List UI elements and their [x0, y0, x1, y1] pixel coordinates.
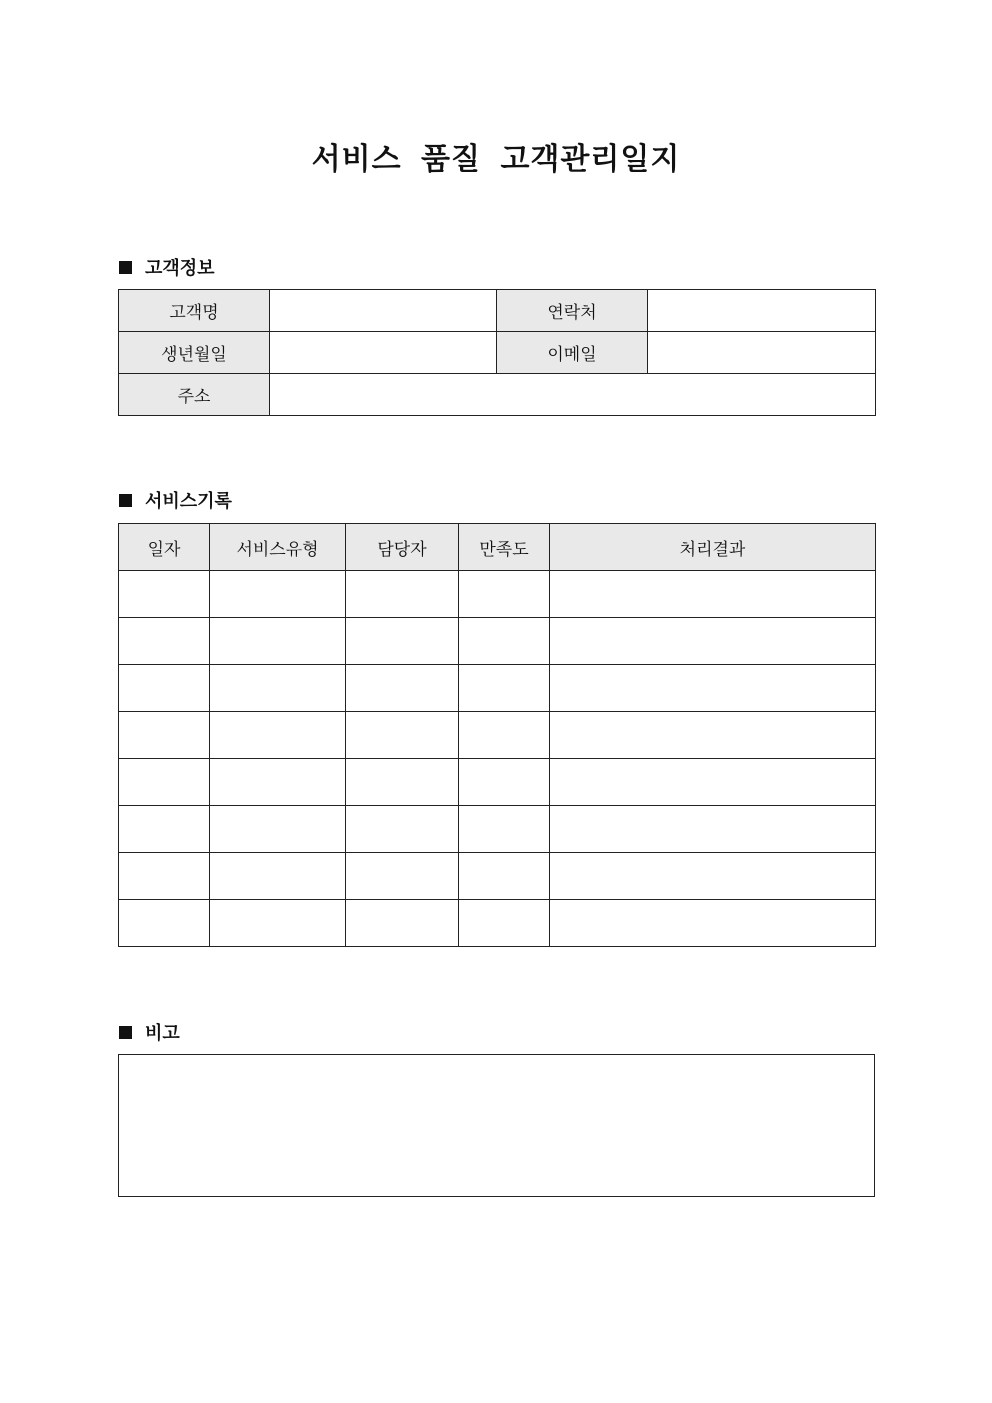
staff-cell[interactable]: [346, 900, 459, 947]
result-cell[interactable]: [550, 759, 876, 806]
address-label: 주소: [119, 374, 270, 416]
satisfaction-cell[interactable]: [459, 571, 550, 618]
customer-row-address: [119, 374, 876, 416]
staff-cell[interactable]: [346, 759, 459, 806]
staff-cell[interactable]: [346, 665, 459, 712]
date-cell[interactable]: [119, 806, 210, 853]
result-cell[interactable]: [550, 806, 876, 853]
column-header-satisfaction: 만족도: [459, 524, 550, 571]
service-record-table: [118, 523, 876, 947]
satisfaction-cell[interactable]: [459, 853, 550, 900]
date-cell[interactable]: [119, 571, 210, 618]
document-title: 서비스 품질 고객관리일지: [311, 142, 681, 177]
remarks-box[interactable]: [118, 1054, 875, 1197]
staff-cell[interactable]: [346, 712, 459, 759]
result-cell[interactable]: [550, 712, 876, 759]
staff-cell[interactable]: [346, 571, 459, 618]
service-type-cell[interactable]: [210, 571, 346, 618]
table-row: [119, 853, 876, 900]
satisfaction-cell[interactable]: [459, 618, 550, 665]
date-cell[interactable]: [119, 900, 210, 947]
satisfaction-cell[interactable]: [459, 900, 550, 947]
result-cell[interactable]: [550, 618, 876, 665]
result-cell[interactable]: [550, 665, 876, 712]
result-cell[interactable]: [550, 853, 876, 900]
table-row: [119, 571, 876, 618]
email-label: 이메일: [497, 332, 648, 374]
square-bullet-icon: [119, 494, 132, 507]
address-field[interactable]: [270, 374, 876, 416]
service-type-cell[interactable]: [210, 712, 346, 759]
table-row: [119, 806, 876, 853]
square-bullet-icon: [119, 261, 132, 274]
customer-name-label: 고객명: [119, 290, 270, 332]
satisfaction-cell[interactable]: [459, 665, 550, 712]
customer-row-name-contact: [119, 290, 876, 332]
service-type-cell[interactable]: [210, 900, 346, 947]
contact-label: 연락처: [497, 290, 648, 332]
staff-cell[interactable]: [346, 618, 459, 665]
column-header-result: 처리결과: [550, 524, 876, 571]
satisfaction-cell[interactable]: [459, 712, 550, 759]
date-cell[interactable]: [119, 665, 210, 712]
customer-info-heading-label: 고객정보: [145, 258, 215, 279]
customer-info-heading: [119, 254, 215, 280]
service-type-cell[interactable]: [210, 618, 346, 665]
table-row: [119, 712, 876, 759]
service-record-heading: [119, 487, 232, 513]
birthdate-field[interactable]: [270, 332, 497, 374]
table-row: [119, 900, 876, 947]
service-type-cell[interactable]: [210, 759, 346, 806]
date-cell[interactable]: [119, 712, 210, 759]
birthdate-label: 생년월일: [119, 332, 270, 374]
result-cell[interactable]: [550, 900, 876, 947]
table-row: [119, 665, 876, 712]
table-row: [119, 618, 876, 665]
column-header-service-type: 서비스유형: [210, 524, 346, 571]
service-type-cell[interactable]: [210, 665, 346, 712]
staff-cell[interactable]: [346, 806, 459, 853]
table-row: [119, 759, 876, 806]
customer-name-field[interactable]: [270, 290, 497, 332]
customer-info-table: [118, 289, 876, 416]
service-record-body: [119, 571, 876, 947]
column-header-date: 일자: [119, 524, 210, 571]
service-type-cell[interactable]: [210, 853, 346, 900]
date-cell[interactable]: [119, 759, 210, 806]
date-cell[interactable]: [119, 618, 210, 665]
satisfaction-cell[interactable]: [459, 806, 550, 853]
remarks-heading: [119, 1019, 180, 1045]
service-header-row: [119, 524, 876, 571]
satisfaction-cell[interactable]: [459, 759, 550, 806]
result-cell[interactable]: [550, 571, 876, 618]
staff-cell[interactable]: [346, 853, 459, 900]
email-field[interactable]: [648, 332, 876, 374]
column-header-staff: 담당자: [346, 524, 459, 571]
remarks-heading-label: 비고: [145, 1023, 180, 1044]
service-record-heading-label: 서비스기록: [145, 491, 232, 512]
customer-row-birth-email: [119, 332, 876, 374]
contact-field[interactable]: [648, 290, 876, 332]
date-cell[interactable]: [119, 853, 210, 900]
square-bullet-icon: [119, 1026, 132, 1039]
service-type-cell[interactable]: [210, 806, 346, 853]
